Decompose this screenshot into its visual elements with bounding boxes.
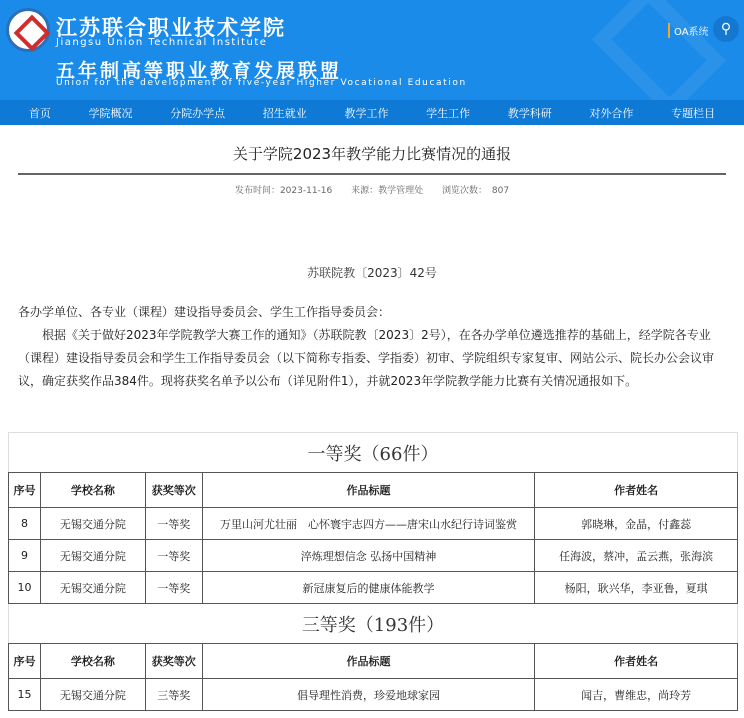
nav-item[interactable]: 专题栏目: [671, 106, 716, 120]
table-cell: 任海波，蔡冲，孟云燕，张海滨: [535, 540, 738, 572]
document-number: 苏联院教〔2023〕42号: [307, 266, 437, 280]
award-section-title: 三等奖（193件）: [9, 604, 738, 644]
union-name-en: Union for the development of five-year Higher Vocational Education: [56, 78, 467, 88]
column-header: 序号: [9, 473, 41, 508]
section-title-row: [9, 604, 738, 644]
table-cell: 三等奖: [145, 679, 202, 711]
page-title: 关于学院2023年教学能力比赛情况的通报: [232, 145, 512, 163]
table-cell: 无锡交通分院: [40, 572, 145, 604]
article-meta: [0, 183, 744, 196]
nav-item[interactable]: 教学科研: [507, 106, 552, 120]
table-row: [9, 508, 738, 540]
table-row: [9, 572, 738, 604]
table-cell: 倡导理性消费，珍爱地球家园: [202, 679, 535, 711]
table-row: [9, 679, 738, 711]
table-cell: 15: [9, 679, 41, 711]
college-name-en: Jiangsu Union Technical Institute: [56, 37, 268, 48]
column-header: 学校名称: [40, 644, 145, 679]
awards-table: [8, 432, 738, 711]
nav-item[interactable]: 首页: [28, 106, 51, 120]
table-cell: 万里山河尤壮丽 心怀寰宇志四方——唐宋山水纪行诗词鉴赏: [202, 508, 535, 540]
table-cell: 无锡交通分院: [40, 679, 145, 711]
main-nav: [0, 100, 744, 125]
table-cell: 闻吉，曹维忠，尚玲芳: [535, 679, 738, 711]
column-header: 作者姓名: [535, 473, 738, 508]
column-header: 作品标题: [202, 644, 535, 679]
source: 来源：教学管理处: [351, 186, 424, 196]
college-name: 江苏联合职业技术学院: [56, 15, 286, 40]
table-cell: 9: [9, 540, 41, 572]
nav-item[interactable]: 招生就业: [262, 106, 307, 120]
column-header: 作品标题: [202, 473, 535, 508]
section-title-row: [9, 433, 738, 473]
table-header-row: [9, 473, 738, 508]
union-name: 五年制高等职业教育发展联盟: [56, 60, 343, 82]
article-body: [18, 301, 724, 393]
table-cell: 无锡交通分院: [40, 508, 145, 540]
college-logo[interactable]: [6, 8, 50, 52]
award-section-title: 一等奖（66件）: [9, 433, 738, 473]
nav-item[interactable]: 对外合作: [589, 106, 634, 120]
table-cell: 10: [9, 572, 41, 604]
background-decoration: [592, 0, 726, 100]
table-cell: 一等奖: [145, 508, 202, 540]
salutation: 各办学单位、各专业（课程）建设指导委员会、学生工作指导委员会：: [18, 305, 391, 319]
nav-item[interactable]: 学生工作: [426, 106, 471, 120]
nav-item[interactable]: 教学工作: [344, 106, 389, 120]
nav-item[interactable]: 学院概况: [88, 106, 133, 120]
table-cell: 淬炼理想信念 弘扬中国精神: [202, 540, 535, 572]
table-cell: 一等奖: [145, 540, 202, 572]
column-header: 序号: [9, 644, 41, 679]
search-icon[interactable]: ⚲: [713, 16, 739, 42]
column-header: 学校名称: [40, 473, 145, 508]
body-paragraph: 根据《关于做好2023年学院教学大赛工作的通知》（苏联院教〔2023〕2号），在各办学单位遴选推荐的基础上，经学院各专业（课程）建设指导委员会和学生工作指导委员会（以下简称专指委、学指委）初审、学院组织专家复审、网站公示、院长办公会议审议，确定获奖作品384件。现将获奖名单予以公布（详见附件1），并就2023年学院教学能力比赛有关情况通报如下。: [18, 328, 715, 388]
column-header: 作者姓名: [535, 644, 738, 679]
table-cell: 无锡交通分院: [40, 540, 145, 572]
table-row: [9, 540, 738, 572]
column-header: 获奖等次: [145, 644, 202, 679]
view-count: 浏览次数： 807: [442, 186, 510, 196]
column-header: 获奖等次: [145, 473, 202, 508]
nav-item[interactable]: 分院办学点: [170, 106, 226, 120]
oa-system-link[interactable]: OA系统: [668, 23, 709, 38]
table-header-row: [9, 644, 738, 679]
table-cell: 8: [9, 508, 41, 540]
publish-date: 发布时间：2023-11-16: [234, 186, 333, 196]
table-cell: 郭晓琳，金晶，付鑫蕊: [535, 508, 738, 540]
table-cell: 新冠康复后的健康体能教学: [202, 572, 535, 604]
table-cell: 一等奖: [145, 572, 202, 604]
table-cell: 杨阳，耿兴华，李亚鲁，夏琪: [535, 572, 738, 604]
site-header: [0, 0, 744, 100]
divider: [18, 173, 726, 175]
